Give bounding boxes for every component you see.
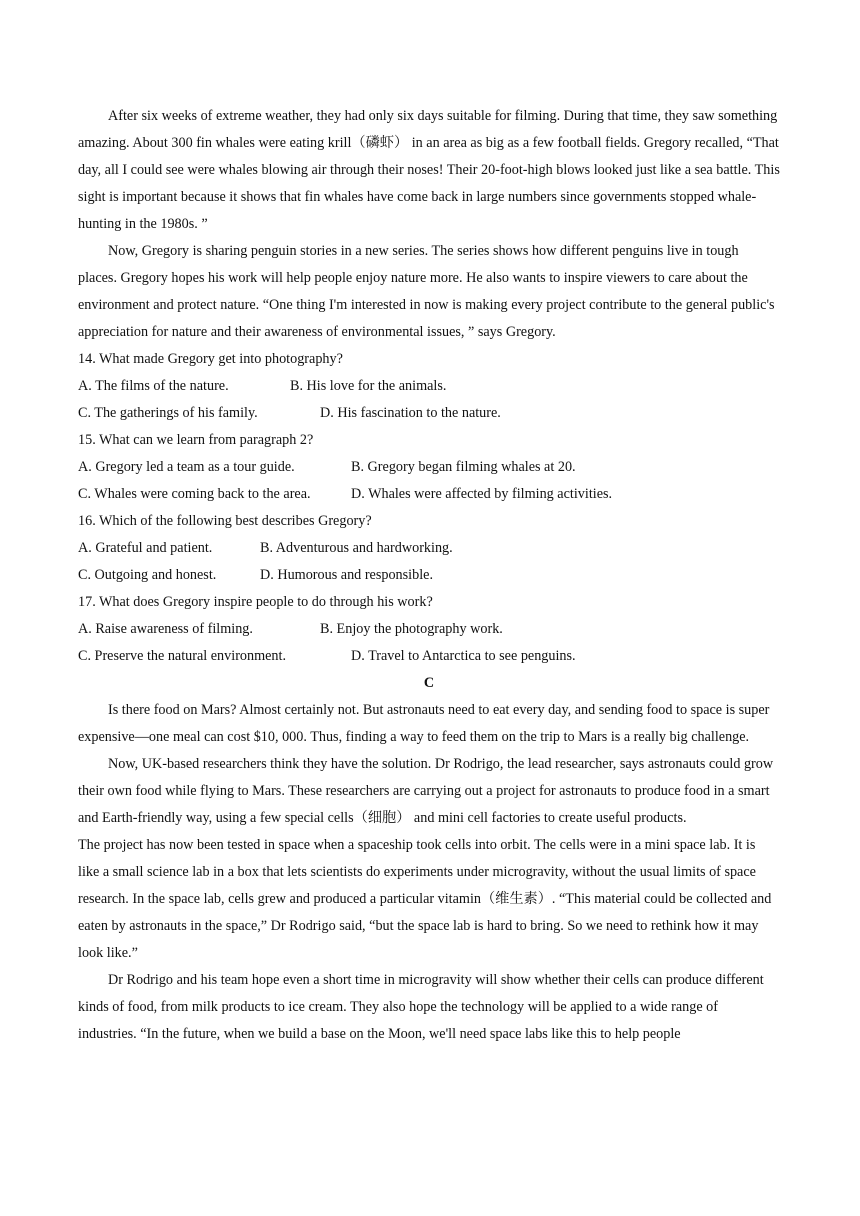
question-stem: 15. What can we learn from paragraph 2? [78,432,314,448]
question-16 [78,508,780,589]
paragraph-microgravity: Dr Rodrigo and his team hope even a short time in microgravity will show whether their cells can produce different kinds of food, from milk products to ice cream. They also hope the technology will be applied to a wide range of industries. “In the future, when we build a base on the Moon, we'll need space labs like this to help people [78,972,764,1042]
paragraph-space-lab: The project has now been tested in space when a spaceship took cells into orbit. The cells were in a mini space lab. It is like a small science lab in a box that lets scientists do experiments under microgravity, without the usual limits of space research. In the space lab, cells grew and produced a particular vitamin（维生素）. “This material could be collected and eaten by astronauts in the space,” Dr Rodrigo said, “but the space lab is hard to bring. So we need to rethink how it may look like.” [78,837,772,961]
question-stem: 17. What does Gregory inspire people to do through his work? [78,594,433,610]
option-b: B. Enjoy the photography work. [320,621,503,637]
option-row [78,373,780,400]
option-a: A. The films of the nature. [78,378,229,394]
option-b: B. His love for the animals. [290,378,447,394]
option-d: D. Travel to Antarctica to see penguins. [351,648,576,664]
option-row [78,562,780,589]
option-d: D. Humorous and responsible. [260,567,433,583]
paragraph-researchers: Now, UK-based researchers think they have the solution. Dr Rodrigo, the lead researcher, says astronauts could grow their own food while flying to Mars. These researchers are carrying out a project for astronauts to produce food in a smart and Earth-friendly way, using a few special cells（细胞） and mini cell factories to create useful products. [78,756,774,826]
option-a: A. Grateful and patient. [78,540,213,556]
option-c: C. Preserve the natural environment. [78,648,287,664]
option-d: D. Whales were affected by filming activities. [351,486,613,502]
option-d: D. His fascination to the nature. [320,405,501,421]
option-row [78,481,780,508]
question-17 [78,589,780,670]
paragraph-whales: After six weeks of extreme weather, they had only six days suitable for filming. During that time, they saw something amazing. About 300 fin whales were eating krill（磷虾） in an area as big as a few football fields. Gregory recalled, “That day, all I could see were whales blowing air through their noses! Their 20-foot-high blows looked just like a sea battle. This sight is important because it shows that fin whales have come back in large numbers since governments stopped whale-hunting in the 1980s. ” [78,108,780,232]
option-row [78,400,780,427]
option-row [78,454,780,481]
option-row [78,535,780,562]
option-row [78,643,780,670]
section-heading: C [423,675,435,691]
option-a: A. Gregory led a team as a tour guide. [78,459,295,475]
option-c: C. Outgoing and honest. [78,567,217,583]
paragraph-penguins: Now, Gregory is sharing penguin stories in a new series. The series shows how different penguins live in tough places. Gregory hopes his work will help people enjoy nature more. He also wants to inspire viewers to care about the environment and protect nature. “One thing I'm interested in now is making every project contribute to the general public's appreciation for nature and their awareness of environmental issues, ” says Gregory. [78,243,775,340]
option-a: A. Raise awareness of filming. [78,621,253,637]
option-b: B. Gregory began filming whales at 20. [351,459,576,475]
option-c: C. Whales were coming back to the area. [78,486,311,502]
option-c: C. The gatherings of his family. [78,405,258,421]
option-row [78,616,780,643]
paragraph-mars-food: Is there food on Mars? Almost certainly not. But astronauts need to eat every day, and sending food to space is super expensive—one meal can cost $10, 000. Thus, finding a way to feed them on the trip to Mars is a really big challenge. [78,702,770,745]
option-b: B. Adventurous and hardworking. [260,540,453,556]
document-page [78,103,780,1048]
question-15 [78,427,780,508]
question-stem: 14. What made Gregory get into photography? [78,351,343,367]
question-14 [78,346,780,427]
question-stem: 16. Which of the following best describes Gregory? [78,513,372,529]
